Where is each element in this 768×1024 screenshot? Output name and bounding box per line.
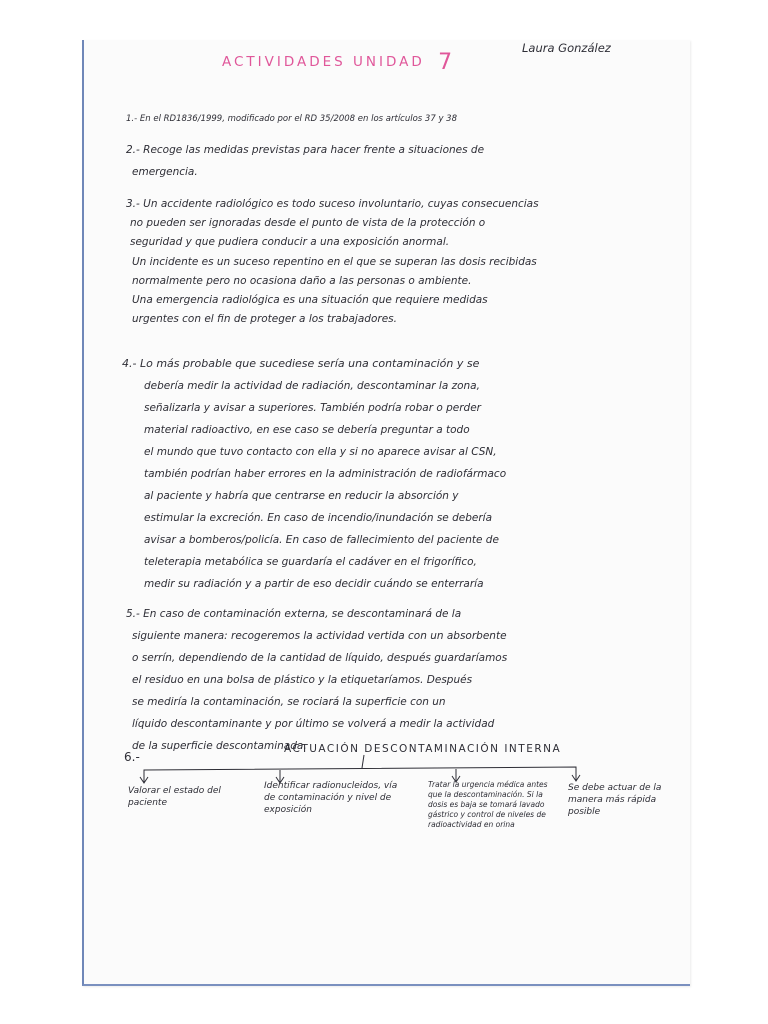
diagram-branch-3: Tratar la urgencia médica antes que la descontaminación. Si la dosis es baja se tomará lavado gástrico y control de niveles de radioactividad en orina: [428, 780, 548, 829]
diagram-bracket: [144, 767, 576, 780]
answer-5-line: o serrín, dependiendo de la cantidad de líquido, después guardaríamos: [132, 652, 508, 664]
answer-4-line: debería medir la actividad de radiación, descontaminar la zona,: [144, 380, 480, 392]
diagram-branch-2: Identificar radionucleidos, vía de contaminación y nivel de exposición: [264, 781, 398, 815]
diagram-stem: [362, 755, 364, 768]
answer-4-line: también podrían haber errores en la administración de radiofármaco: [144, 468, 507, 480]
answer-5-line: 5.- En caso de contaminación externa, se descontaminará de la: [126, 608, 462, 620]
answer-4-line: material radioactivo, en ese caso se debería preguntar a todo: [144, 424, 470, 436]
arrow-branch-1: [140, 772, 148, 783]
answer-3-line: Una emergencia radiológica es una situación que requiere medidas: [132, 294, 488, 306]
page-title-text: ACTIVIDADES UNIDAD: [222, 54, 425, 70]
answer-4-line: medir su radiación y a partir de eso decidir cuándo se enterraría: [144, 578, 484, 590]
answer-3-line: no pueden ser ignoradas desde el punto de vista de la protección o: [130, 217, 486, 229]
diagram-branch-1: Valorar el estado del paciente: [128, 786, 221, 808]
answer-5-line: de la superficie descontaminada.: [132, 740, 307, 752]
answer-4-line: avisar a bomberos/policía. En caso de fallecimiento del paciente de: [144, 534, 499, 546]
page-title-number: 7: [438, 50, 453, 75]
answer-5-line: siguiente manera: recogeremos la actividad vertida con un absorbente: [132, 630, 507, 642]
answer-2-line: emergencia.: [132, 166, 198, 178]
notebook-page: [82, 40, 690, 986]
answer-5-line: se mediría la contaminación, se rociará la superficie con un: [132, 696, 446, 708]
author-name: Laura González: [522, 41, 611, 55]
answer-4-line: señalizarla y avisar a superiores. También podría robar o perder: [144, 402, 481, 414]
answer-6-heading: ACTUACIÓN DESCONTAMINACIÓN INTERNA: [284, 743, 562, 755]
answer-5-line: el residuo en una bolsa de plástico y la etiquetaríamos. Después: [132, 674, 473, 686]
diagram-branch-4: Se debe actuar de la manera más rápida posible: [568, 783, 662, 817]
arrow-branch-4: [572, 768, 580, 781]
answer-6-diagram-lines: [84, 40, 690, 984]
answer-4-line: 4.- Lo más probable que sucediese sería una contaminación y se: [122, 357, 480, 370]
answer-2-line: 2.- Recoge las medidas previstas para hacer frente a situaciones de: [126, 144, 485, 156]
answer-4-line: al paciente y habría que centrarse en reducir la absorción y: [144, 490, 459, 502]
answer-3-line: seguridad y que pudiera conducir a una exposición anormal.: [130, 236, 450, 248]
answer-3-line: normalmente pero no ocasiona daño a las personas o ambiente.: [132, 275, 472, 287]
answer-3-line: 3.- Un accidente radiológico es todo suceso involuntario, cuyas consecuencias: [126, 198, 539, 210]
answer-3-line: urgentes con el fin de proteger a los trabajadores.: [132, 313, 397, 325]
answer-5-line: líquido descontaminante y por último se volverá a medir la actividad: [132, 718, 495, 730]
answer-3-line: Un incidente es un suceso repentino en el que se superan las dosis recibidas: [132, 256, 537, 268]
answer-4-line: teleterapia metabólica se guardaría el cadáver en el frigorífico,: [144, 556, 477, 568]
answer-6-number: 6.-: [124, 750, 140, 764]
answer-4-line: el mundo que tuvo contacto con ella y si no aparece avisar al CSN,: [144, 446, 497, 458]
answer-1-line: 1.- En el RD1836/1999, modificado por el RD 35/2008 en los artículos 37 y 38: [126, 114, 458, 124]
answer-4-line: estimular la excreción. En caso de incendio/inundación se debería: [144, 512, 493, 524]
